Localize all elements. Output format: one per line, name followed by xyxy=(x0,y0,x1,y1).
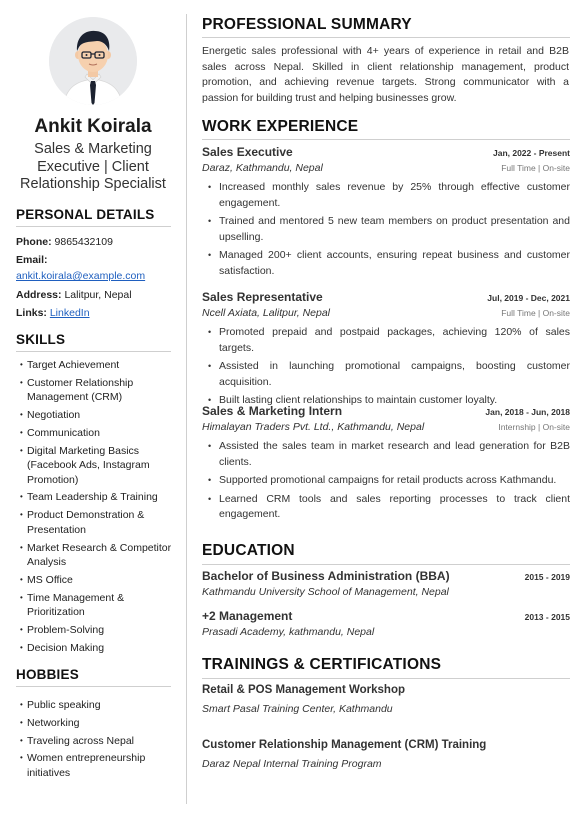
school-name: Prasadi Academy, kathmandu, Nepal xyxy=(202,626,375,638)
linkedin-link[interactable]: LinkedIn xyxy=(49,307,90,319)
address-label: Address: xyxy=(16,289,62,301)
left-column xyxy=(0,0,186,830)
list-item: • Negotiation xyxy=(20,408,180,423)
personal-details-heading: PERSONAL DETAILS xyxy=(16,207,155,222)
phone-row xyxy=(16,236,113,248)
list-item: • Decision Making xyxy=(20,641,180,656)
education-heading: EDUCATION xyxy=(202,542,295,559)
job-company: Ncell Axiata, Lalitpur, Nepal xyxy=(202,307,331,319)
phone-label: Phone: xyxy=(16,236,52,248)
job-date: Jan, 2022 - Present xyxy=(492,148,570,158)
training-org: Smart Pasal Training Center, Kathmandu xyxy=(202,703,393,715)
list-item: • Product Demonstration & Presentation xyxy=(20,508,180,537)
list-item: • Learned CRM tools and sales reporting processes to track client engagement. xyxy=(208,492,570,523)
list-item: • Supported promotional campaigns for retail products across Kathmandu. xyxy=(208,473,570,489)
education-divider xyxy=(202,564,570,565)
list-item: • Built lasting client relationships to maintain customer loyalty. xyxy=(208,393,570,409)
job-bullets xyxy=(202,180,570,279)
education-entry xyxy=(202,569,570,598)
email-label xyxy=(16,254,48,266)
list-item: • Public speaking xyxy=(20,698,180,713)
skills-list xyxy=(20,358,180,659)
hobbies-list xyxy=(20,698,180,784)
list-item: • Digital Marketing Basics (Facebook Ads, Instagram Promotion) xyxy=(20,444,180,488)
links-label: Links: xyxy=(16,307,47,319)
phone-value: 9865432109 xyxy=(54,236,113,248)
job-title: Sales & Marketing Intern xyxy=(202,404,343,418)
list-item: • Assisted the sales team in market research and lead generation for B2B clients. xyxy=(208,439,570,470)
training-org: Daraz Nepal Internal Training Program xyxy=(202,758,382,770)
training-title: Customer Relationship Management (CRM) Training xyxy=(202,739,487,751)
skills-heading: SKILLS xyxy=(16,332,66,347)
candidate-name: Ankit Koirala xyxy=(34,116,152,137)
summary-divider xyxy=(202,37,570,38)
degree-years: 2013 - 2015 xyxy=(524,612,570,622)
job-type: Full Time | On-site xyxy=(501,163,570,173)
address-value: Lalitpur, Nepal xyxy=(64,289,132,301)
school-name: Kathmandu University School of Management, Nepal xyxy=(202,586,449,598)
email-row[interactable] xyxy=(16,270,145,282)
job-bullets xyxy=(202,439,570,523)
work-experience-heading: WORK EXPERIENCE xyxy=(202,118,359,135)
hobbies-divider xyxy=(16,686,171,687)
degree-name: +2 Management xyxy=(202,609,293,623)
list-item: • Team Leadership & Training xyxy=(20,490,180,505)
personal-details-divider xyxy=(16,226,171,227)
work-experience-divider xyxy=(202,139,570,140)
job-entry xyxy=(202,290,570,412)
training-entry xyxy=(202,684,570,715)
job-bullets xyxy=(202,325,570,409)
list-item: • Customer Relationship Management (CRM) xyxy=(20,376,180,405)
list-item: • Time Management & Prioritization xyxy=(20,591,180,620)
degree-name: Bachelor of Business Administration (BBA) xyxy=(202,569,450,583)
list-item: • Increased monthly sales revenue by 25% through effective customer engagement. xyxy=(208,180,570,211)
job-title: Sales Representative xyxy=(202,290,323,304)
job-company: Himalayan Traders Pvt. Ltd., Kathmandu, Nepal xyxy=(202,421,425,433)
avatar-illustration-icon xyxy=(49,17,137,105)
hobbies-heading: HOBBIES xyxy=(16,667,79,682)
job-type: Full Time | On-site xyxy=(501,308,570,318)
list-item: • Trained and mentored 5 new team members on product presentation and upselling. xyxy=(208,214,570,245)
email-link[interactable]: ankit.koirala@example.com xyxy=(16,270,146,282)
list-item: • Communication xyxy=(20,426,180,441)
job-company: Daraz, Kathmandu, Nepal xyxy=(202,162,323,174)
trainings-divider xyxy=(202,678,570,679)
list-item: • Problem-Solving xyxy=(20,623,180,638)
summary-text: Energetic sales professional with 4+ years of experience in retail and B2B sales across Nepal. Skilled in client relationship management, product promotion, and achieving revenue targets. Strong communicator with a passion for building trust and helping businesses grow. xyxy=(202,45,569,104)
list-item: • Assisted in launching promotional campaigns, boosting customer acquisition. xyxy=(208,359,570,390)
trainings-heading: TRAININGS & CERTIFICATIONS xyxy=(202,656,442,673)
list-item: • Managed 200+ client accounts, ensuring repeat business and customer satisfaction. xyxy=(208,248,570,279)
summary-heading: PROFESSIONAL SUMMARY xyxy=(202,16,412,33)
job-type: Internship | On-site xyxy=(498,422,570,432)
list-item: • Women entrepreneurship initiatives xyxy=(20,751,180,780)
job-date: Jan, 2018 - Jun, 2018 xyxy=(485,407,570,417)
links-row xyxy=(16,307,90,319)
email-label-text: Email: xyxy=(16,254,48,266)
column-divider xyxy=(186,14,187,804)
address-row xyxy=(16,289,132,301)
training-entry xyxy=(202,739,570,770)
skills-divider xyxy=(16,351,171,352)
list-item: • Traveling across Nepal xyxy=(20,734,180,749)
training-title: Retail & POS Management Workshop xyxy=(202,684,405,696)
list-item: • Target Achievement xyxy=(20,358,180,373)
job-title: Sales Executive xyxy=(202,145,293,159)
job-entry xyxy=(202,145,570,282)
avatar xyxy=(49,17,137,105)
list-item: • Networking xyxy=(20,716,180,731)
job-entry xyxy=(202,404,570,526)
list-item: • Market Research & Competitor Analysis xyxy=(20,541,180,570)
job-date: Jul, 2019 - Dec, 2021 xyxy=(487,293,570,303)
list-item: • MS Office xyxy=(20,573,180,588)
degree-years: 2015 - 2019 xyxy=(524,572,570,582)
list-item: • Promoted prepaid and postpaid packages, achieving 120% of sales targets. xyxy=(208,325,570,356)
candidate-title: Sales & Marketing Executive | Client Relationship Specialist xyxy=(20,141,166,192)
education-entry xyxy=(202,609,570,638)
